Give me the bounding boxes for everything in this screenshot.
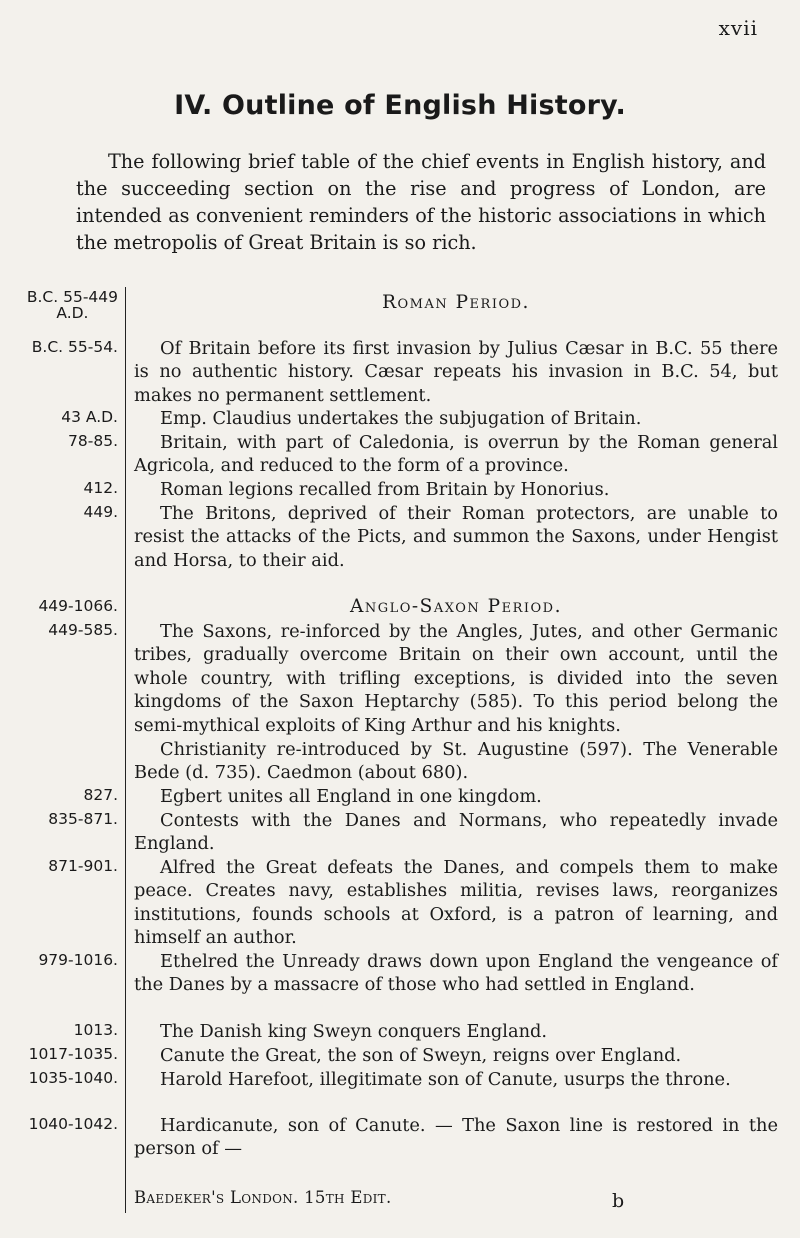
- entry-text: Roman legions recalled from Britain by Honorius.: [160, 479, 610, 500]
- entry-date: 1035-1040.: [28, 1069, 118, 1087]
- entry-text: Ethelred the Unready draws down upon England the vengeance of the Danes by a massacre of those who had settled in England.: [134, 951, 778, 996]
- entry-text: The Danish king Sweyn conquers England.: [160, 1021, 548, 1042]
- entry-date: 43 A.D.: [61, 408, 118, 426]
- roman-period-date-line2: A.D.: [56, 304, 89, 322]
- entry-date: 449.: [83, 503, 118, 521]
- entry-date: B.C. 55-54.: [31, 338, 118, 356]
- entry-text: Contests with the Danes and Normans, who repeatedly invade England.: [134, 810, 778, 855]
- entry-date: 835-871.: [48, 810, 118, 828]
- entry-text: Canute the Great, the son of Sweyn, reigns over England.: [160, 1045, 682, 1066]
- entry-text: Harold Harefoot, illegitimate son of Canute, usurps the throne.: [160, 1069, 731, 1090]
- entry-date: 78-85.: [68, 432, 118, 450]
- entry-text: Emp. Claudius undertakes the subjugation of Britain.: [160, 408, 642, 429]
- page-title: IV. Outline of English History.: [174, 90, 626, 121]
- footer-publisher: Baedeker's London. 15th Edit.: [134, 1188, 392, 1207]
- anglo-saxon-period-date: 449-1066.: [38, 597, 118, 615]
- entry-date: 871-901.: [48, 857, 118, 875]
- footer-signature-mark: b: [612, 1190, 625, 1212]
- section-heading-anglo-saxon: Anglo-Saxon Period.: [350, 596, 562, 617]
- entry-date: 1013.: [73, 1021, 118, 1039]
- vertical-divider: [125, 287, 126, 1213]
- entry-date: 827.: [83, 786, 118, 804]
- roman-period-date: [27, 289, 118, 321]
- entry-text: Britain, with part of Caledonia, is overrun by the Roman general Agricola, and reduced to the form of a province.: [134, 432, 778, 477]
- entry-date: 1017-1035.: [28, 1045, 118, 1063]
- entry-date: 1040-1042.: [28, 1115, 118, 1133]
- entry-text: The Saxons, re-inforced by the Angles, Jutes, and other Germanic tribes, gradually overcome Britain on their own account, until the whole country, with trifling exceptions, is divided into the seven kingdoms of the Saxon Heptarchy (585). To this period belong the semi-mythical exploits of King Arthur and his knights.: [134, 621, 778, 736]
- entry-text: Egbert unites all England in one kingdom.: [160, 786, 542, 807]
- entry-text: Christianity re-introduced by St. Augustine (597). The Venerable Bede (d. 735). Caedmon (about 680).: [134, 739, 778, 784]
- entry-date: 449-585.: [48, 621, 118, 639]
- entry-text: Of Britain before its first invasion by Julius Cæsar in B.C. 55 there is no authentic history. Cæsar repeats his invasion in B.C. 54, but makes no permanent settlement.: [134, 338, 778, 406]
- entry-text: Alfred the Great defeats the Danes, and compels them to make peace. Creates navy, establishes militia, revises laws, reorganizes institutions, founds schools at Oxford, is a patron of learning, and himself an author.: [134, 857, 778, 949]
- entry-date: 979-1016.: [38, 951, 118, 969]
- entry-text: Hardicanute, son of Canute. — The Saxon line is restored in the person of —: [134, 1115, 778, 1160]
- roman-period-date-line1: B.C. 55-449: [26, 288, 118, 306]
- page-number: xvii: [718, 16, 758, 40]
- entry-date: 412.: [83, 479, 118, 497]
- intro-paragraph: The following brief table of the chief events in English history, and the succeeding section on the rise and progress of London, are intended as convenient reminders of the historic associations in which the metropolis of Great Britain is so rich.: [76, 150, 766, 254]
- section-heading-roman: Roman Period.: [382, 292, 530, 313]
- entry-text: The Britons, deprived of their Roman protectors, are unable to resist the attacks of the Picts, and summon the Saxons, under Hengist and Horsa, to their aid.: [134, 503, 778, 571]
